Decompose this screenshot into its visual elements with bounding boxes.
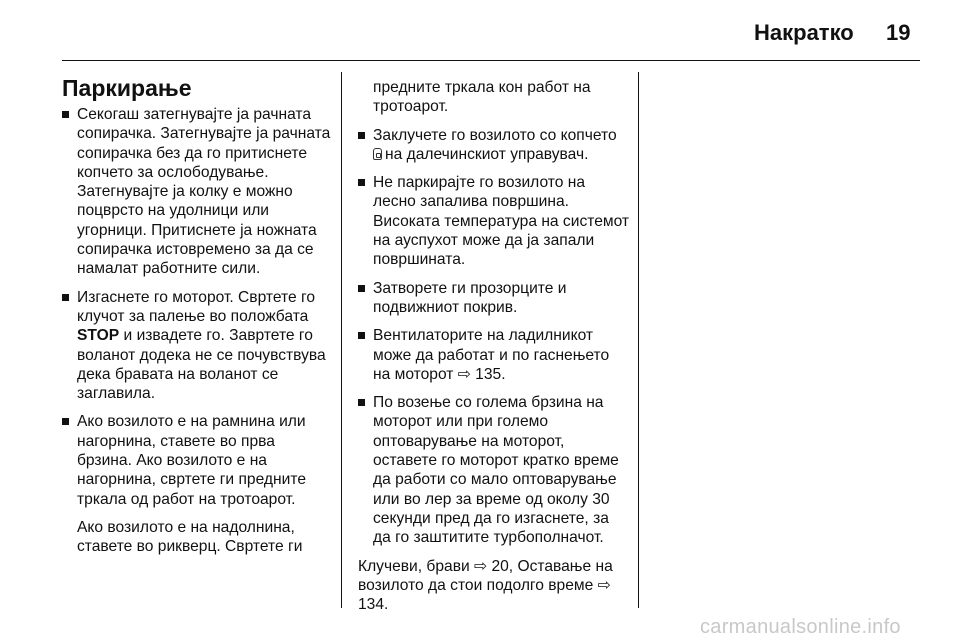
bullet-parking-brake: Секогаш затегнувајте ја рачната сопирачка. Затегнувајте ја рачната сопирачка без да го притиснете копчето за ослободување. Затегнувајте ја колку е можно поцврсто на удолници или угорници. Притиснете ја ножната сопирачка истовремено за да се намалат работните сили. xyxy=(62,105,334,279)
stop-position-label: STOP xyxy=(77,327,120,345)
bullet-gear-level: Ако возилото е на рамнина или нагорнина, ставете во прва брзина. Ако возилото е на нагорнина, свртете ги предните тркала од работ на тротоарот. xyxy=(62,412,334,508)
page-number: 19 xyxy=(886,20,911,45)
paragraph-continuation: предните тркала кон работ на тротоарот. xyxy=(373,79,591,116)
bullet-engine-off-text-b: и извадете го. Завртете го воланот додека не се почувствува дека бравата на воланот се заглавила. xyxy=(77,327,326,403)
paragraph-downhill: Ако возилото е на надолнина, ставете во рикверц. Свртете ги xyxy=(77,518,303,556)
cross-reference: Клучеви, брави ⇨ 20, Оставање на возилото да стои подолго време ⇨ 134. xyxy=(358,557,613,614)
bullet-lock-text-a: Заклучете го возилото со копчето xyxy=(373,126,617,144)
lock-key-icon xyxy=(373,148,382,160)
bullet-flammable-surface: Не паркирајте го возилото на лесно запалива површина. Високата температура на системот на ауспухот може да ја запали површината. xyxy=(358,173,630,269)
bullet-radiator-fans: Вентилаторите на ладилникот може да работат и по гаснењето на моторот ⇨ 135. xyxy=(358,326,630,384)
bullet-turbo-cooldown: По возење со голема брзина на моторот или при големо оптоварување на моторот, оставете го моторот кратко време да работи со мало оптоварување или во лер за време од околу 30 секунди пред да го изгаснете, за да го заштитите турбополначот. xyxy=(358,393,630,547)
right-column xyxy=(358,78,630,623)
header-title: Накратко xyxy=(754,20,854,45)
left-column xyxy=(62,74,334,566)
column-divider-right xyxy=(638,72,639,608)
header-rule xyxy=(62,60,920,61)
bullet-engine-off xyxy=(62,288,334,404)
section-heading: Паркирање xyxy=(62,75,192,101)
bullet-lock-vehicle xyxy=(358,126,630,165)
bullet-close-windows: Затворете ги прозорците и подвижниот покрив. xyxy=(358,279,630,318)
watermark: carmanualsonline.info xyxy=(700,616,901,638)
column-divider-left xyxy=(341,72,342,608)
bullet-lock-text-b: на далечинскиот управувач. xyxy=(385,145,589,163)
bullet-engine-off-text-a: Изгаснете го моторот. Свртете го клучот за палење во положбата xyxy=(77,288,316,325)
